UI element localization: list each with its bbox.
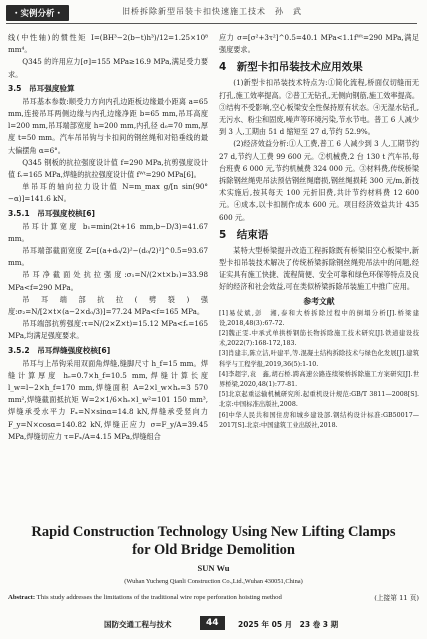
abstract-text: This study addresses the limitations of the traditional wire rope perforation hoisting method (35, 594, 282, 601)
section-heading: 4 新型卡扣吊装技术应用效果 (219, 61, 363, 74)
english-title-line: for Old Bridge Demolition (132, 542, 295, 558)
english-author: SUN Wu (197, 563, 230, 573)
section-tag: ・实例分析・ (6, 5, 69, 21)
abstract-label: Abstract: (8, 594, 36, 601)
paragraph: Q345 钢板的抗拉强度设计值 f=290 MPa,抗剪强度设计值 fᵥ=165 MPa,焊缝的抗拉强度设计值 fᵂᵗ=290 MPa[6]。 (8, 157, 208, 180)
page-number: 44 (200, 616, 225, 630)
paragraph: 吊耳净截面处抗拉强度:σ₁=N/(2×t×b₁)=33.98 MPa<f=290 MPa。 (8, 270, 208, 292)
paragraph: 吊耳端部截面宽度 Z=[(a+d₀/2)²−(d₀/2)²]^0.5=93.67 mm。 (8, 246, 208, 268)
reference-item: [4]李超宇,袁 鑫,胡石桥.跨高速公路连续梁桥拆除施工方案研究[J].世界桥梁,2020,48(1):77-81. (219, 370, 419, 389)
paragraph: 应力 σ=[σ²+3τ²]^0.5=40.1 MPa<1.1fᵂᵗ=290 MPa,满足强度要求。 (219, 33, 419, 55)
section-heading: 5 结束语 (219, 228, 269, 241)
paragraph: 某特大型桥梁提升改造工程拆除既有桥梁旧空心板梁中,新型卡扣吊装技术解决了传统桥梁拆除钢丝绳兜吊法中的问题,经证实具有施工快捷、流程简便、安全可靠和绿色环保等特点及良好的经济和社会效益,可在类似桥梁拆除吊装施工中推广应用。 (219, 245, 419, 292)
continued-note: (上接第 11 页) (374, 594, 419, 602)
right-column (219, 32, 419, 431)
left-column (8, 32, 208, 443)
english-title (0, 523, 427, 559)
paragraph: 吊耳计算宽度 b₁=min(2t+16 mm,b−D/3)=41.67 mm。 (8, 221, 208, 243)
english-title-line: Rapid Construction Technology Using New Lifting Clamps (31, 524, 396, 540)
page-footer (0, 614, 427, 634)
paragraph: 吊耳端部抗剪强度:τ=N/(2×Z×t)=15.12 MPa<fᵥ=165 MPa,均满足强度要求。 (8, 319, 208, 341)
subsection-heading: 3.5.2 吊耳焊缝强度校核[6] (8, 345, 111, 355)
reference-item: [2]魏正雯.中承式单拱桥钢筋长物拆除施工技术研究[J].铁道建设技术,2022(7):168-172,183. (219, 330, 419, 348)
reference-item: [3]肖建丰,陈立洁,叶建平,等.混凝土结构拆除技术与绿色化发展[J].建筑科学与工程学报,2019,36(5):1-10. (219, 350, 419, 368)
english-affiliation: (Wuhan Yucheng Qianli Construction Co.,Ltd.,Wuhan 430051,China) (124, 578, 303, 585)
running-title: 旧桥拆除新型吊装卡扣快速施工技术 孙 武 (122, 7, 302, 16)
paragraph: Q345 的许用应力[σ]=155 MPa≥16.9 MPa,满足受力要求。 (8, 57, 208, 79)
reference-item: [1]易仗斌,彭 湘,泰和大桥拆除过程中的倒塌分析[J].桥梁建设,2018,48(3):67-72. (219, 309, 419, 327)
english-abstract (8, 593, 419, 603)
paragraph: 吊耳基本参数:顺受力方向内孔边距板边缘最小距离 a=65 mm,连接吊耳两侧边缘与内孔边缘净距 b=65 mm,吊耳高度 l=200 mm,吊耳端部宽度 h=200 mm,内孔径 d₀=70 mm,厚度 t=50 mm。汽车吊吊钩与卡扣间的钢丝绳和对铅垂线的最大偏摆角 α=6°。 (8, 96, 208, 155)
paragraph: 吊耳与上吊钩采用双面角焊缝,缝脚尺寸 h_f=15 mm。焊缝计算厚度 hₑ=0.7×h_f=10.5 mm,焊缝计算长度 l_w=l−2×h_f=170 mm,焊缝面积 A=2×l_w×hₑ=3 570 mm²,焊缝截面抵抗矩 W=2×1/6×hₑ×l_w²=101 150 mm³,焊缝承受水平力 Fₓ=N×sinα=14.8 kN,焊缝承受竖向力 F_y=N×cosα=140.82 kN,焊缝正应力 σ=F_y/A=39.45 MPa,焊缝切应力 τ=Fₓ/A=4.15 MPa,焊缝组合 (8, 358, 208, 441)
section-heading: 3.5 吊耳强度验算 (8, 83, 75, 93)
page-header (0, 0, 427, 24)
paragraph: (1)新型卡扣吊装技术特点为:①简化流程,桥面仅切缝而无打孔,施工效率提高。②普工无钻孔,无侧向钢筋,施工效率提高。③结构不受影响,空心板梁安全性保持原有状态。④无湿水钻孔,无污水、粉尘和固废,噪声等环境污染,节水节电。普工 6 人减少到 3 人,工期由 51 d 缩短至 27 d,节约 52.9%。 (219, 78, 419, 137)
references-title: 参考文献 (303, 296, 335, 306)
paragraph: 线(中性轴)的惯性矩 I=(BH³−2(b−t)h³)/12=1.25×10⁸ mm⁴。 (8, 33, 208, 55)
paragraph: 吊耳端部抗拉(劈裂)强度:σ₂=N/[2×t×(a−2×d₀/3)]=77.24 MPa<f=165 MPa。 (8, 294, 208, 317)
paragraph: (2)经济效益分析:①人工费,普工 6 人减少到 3 人,工期节约 27 d,节约人工费 99 600 元。②机械费,2 台 130 t 汽车吊,每台班费 6 000 元,节约机械费 324 000 元。③材料费,传统桥梁拆除钢丝绳兜吊法预估钢丝绳磨损,钢丝绳损耗 300 元/m,新技术实施后,按其每天 100 元折旧费,共计节约材料费 12 600 元。④成本,以卡扣制作成本 600 元。项目经济效益共计 435 600 元。 (219, 139, 419, 222)
subsection-heading: 3.5.1 吊耳强度校核[6] (8, 208, 96, 218)
reference-item: [5]北京起重运输机械研究所.起重机设计规范:GB/T 3811—2008[S].北京:中国标准出版社,2008. (219, 391, 419, 409)
reference-item: [6]中华人民共和国住房和城乡建设部.钢结构设计标准:GB50017—2017[S].北京:中国建筑工业出版社,2018. (219, 411, 419, 429)
paragraph: 单吊耳的轴向拉力设计值 N=m_max g/[n sin(90°−α)]=141.6 kN。 (8, 182, 208, 204)
issue-date: 2025 年 05 月 23 卷 3 期 (238, 620, 339, 629)
journal-name: 国防交通工程与技术 (104, 620, 172, 629)
header-rule (6, 23, 417, 24)
